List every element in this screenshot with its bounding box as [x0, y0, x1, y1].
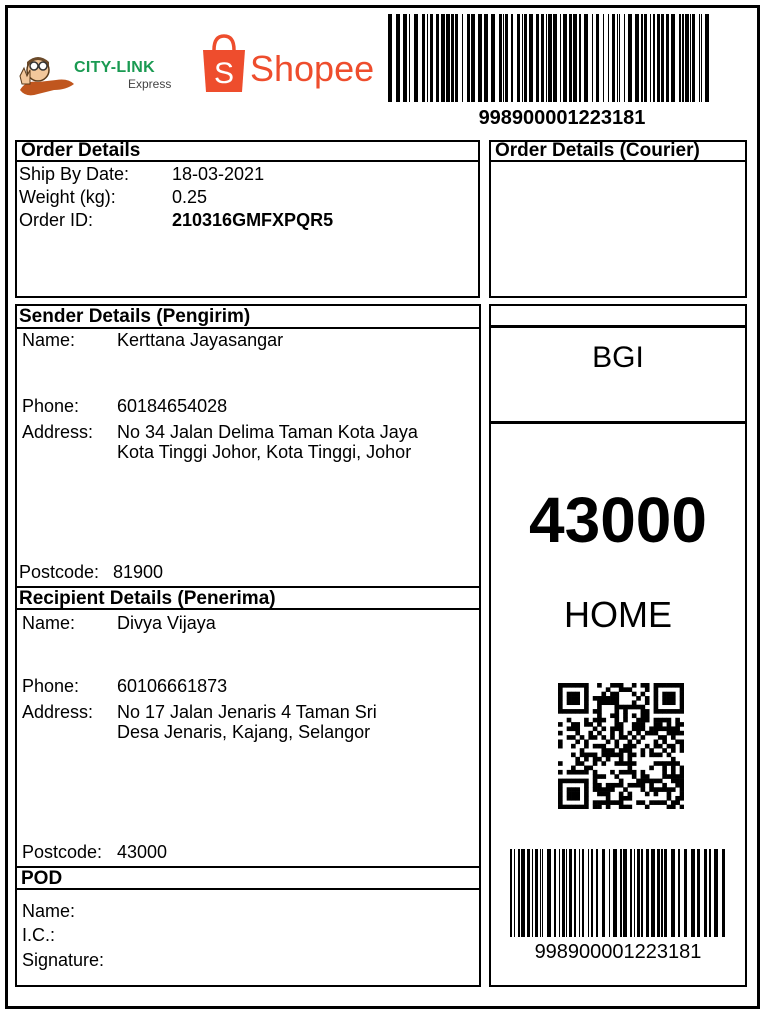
- sender-name-label: Name:: [22, 330, 76, 350]
- pod-top-divider: [15, 866, 481, 868]
- qr-code: [558, 683, 686, 809]
- pod-signature-label: Signature:: [22, 950, 105, 970]
- barcode-gap: [709, 14, 710, 102]
- recipient-address-label: Address:: [22, 702, 94, 722]
- routing-mid-rule: [489, 421, 747, 424]
- pod-ic-label: I.C.:: [22, 925, 56, 945]
- sender-phone-label: Phone:: [22, 396, 80, 416]
- sender-name: Kerttana Jayasangar: [117, 330, 284, 350]
- ship-by-date-label: Ship By Date:: [19, 164, 130, 184]
- svg-text:S: S: [213, 57, 235, 90]
- recipient-title: Recipient Details (Penerima): [19, 588, 276, 609]
- sender-divider: [15, 327, 481, 329]
- bottom-tracking-number: 998900001223181: [534, 941, 702, 963]
- bottom-barcode: [510, 849, 725, 937]
- sender-postcode: 81900: [113, 562, 164, 582]
- routing-postcode: 43000: [529, 484, 707, 556]
- delivery-type: HOME: [564, 594, 672, 635]
- citylink-mascot-icon: [16, 50, 76, 106]
- top-barcode: [388, 14, 710, 102]
- courier-details-title: Order Details (Courier): [495, 140, 700, 161]
- sender-address-line2: Kota Tinggi Johor, Kota Tinggi, Johor: [117, 442, 412, 462]
- sender-recipient-pod-box: [15, 304, 481, 987]
- citylink-sub: Express: [128, 77, 172, 91]
- weight-value: 0.25: [172, 187, 208, 207]
- qr-code-icon: [558, 683, 684, 809]
- recipient-phone-label: Phone:: [22, 676, 80, 696]
- pod-divider: [15, 888, 481, 890]
- citylink-name: CITY-LINK: [74, 59, 155, 76]
- recipient-address-line1: No 17 Jalan Jenaris 4 Taman Sri: [117, 702, 377, 722]
- order-id-label: Order ID:: [19, 210, 94, 230]
- citylink-logo: [16, 50, 186, 106]
- courier-details-box: [489, 140, 747, 298]
- recipient-name: Divya Vijaya: [117, 613, 216, 633]
- sender-title: Sender Details (Pengirim): [19, 306, 251, 327]
- pod-name-label: Name:: [22, 901, 76, 921]
- recipient-name-label: Name:: [22, 613, 76, 633]
- routing-top-rule: [489, 325, 747, 328]
- hub-code: BGI: [592, 341, 644, 374]
- shopee-logo: [198, 34, 375, 98]
- pod-title: POD: [21, 868, 63, 889]
- recipient-phone: 60106661873: [117, 676, 228, 696]
- order-details-title: Order Details: [21, 140, 141, 161]
- recipient-postcode-label: Postcode:: [22, 842, 103, 862]
- sender-phone: 60184654028: [117, 396, 228, 416]
- shopee-name: Shopee: [250, 48, 375, 89]
- shopee-bag-icon: [200, 34, 248, 94]
- ship-by-date-value: 18-03-2021: [172, 164, 265, 184]
- order-id-value: 210316GMFXPQR5: [172, 210, 334, 230]
- recipient-address-line2: Desa Jenaris, Kajang, Selangor: [117, 722, 371, 742]
- sender-address-line1: No 34 Jalan Delima Taman Kota Jaya: [117, 422, 418, 442]
- sender-address-label: Address:: [22, 422, 94, 442]
- sender-postcode-label: Postcode:: [19, 562, 100, 582]
- weight-label: Weight (kg):: [19, 187, 116, 207]
- recipient-postcode: 43000: [117, 842, 168, 862]
- barcode-bar: [722, 849, 725, 937]
- top-tracking-number: 998900001223181: [478, 107, 646, 129]
